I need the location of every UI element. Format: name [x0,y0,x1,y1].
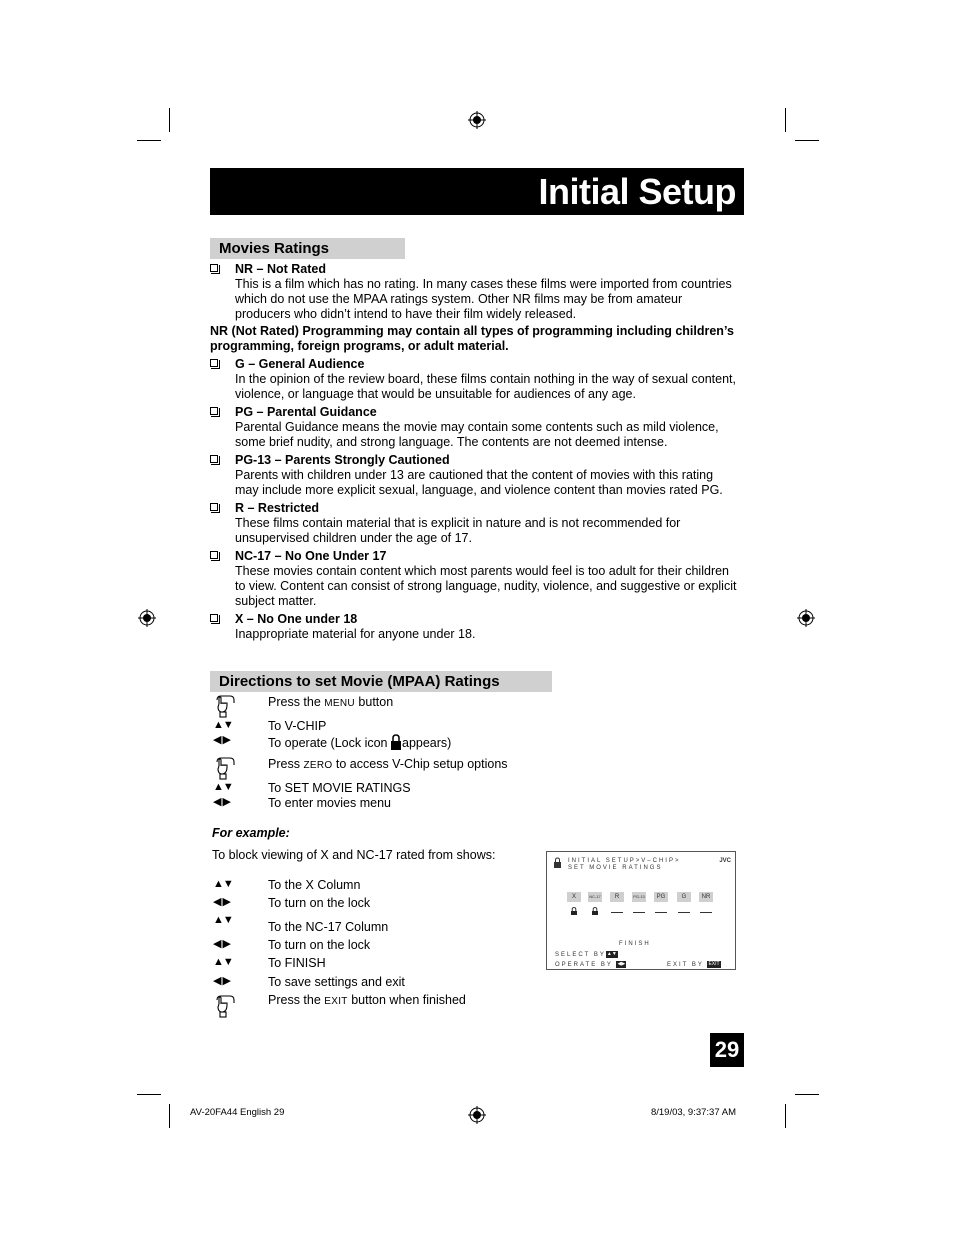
movies-ratings-heading: Movies Ratings [210,238,405,259]
zero-key-label: ZERO [303,760,333,771]
step-text: Press the [268,993,325,1007]
exit-key-label: EXIT [324,996,348,1007]
up-down-arrows-icon: ▲▼ [213,878,233,890]
registration-mark-icon [797,609,815,627]
example-description: To block viewing of X and NC-17 rated from shows: [212,848,496,862]
step-text: appears) [402,736,452,750]
step-press-zero [268,757,508,773]
directions-heading: Directions to set Movie (MPAA) Ratings [210,671,552,692]
rating-desc-line: Parental Guidance means the movie may contain some contents such as mild violence, [235,420,719,434]
rating-item-pg [210,405,750,450]
lock-icon [571,907,577,915]
rating-title: NC-17 – No One Under 17 [235,549,387,563]
step-finish: To FINISH [268,956,326,970]
remote-button-press-icon [213,694,237,718]
step-x-column: To the X Column [268,878,361,892]
up-down-arrows-icon: ▲▼ [213,781,233,793]
osd-exit-label: EXIT BY [667,962,704,969]
nr-note [210,324,745,354]
osd-column-pg: PG [654,892,668,902]
step-text: Press [268,757,304,771]
registration-mark-icon [138,609,156,627]
step-nc17-column: To the NC-17 Column [268,920,389,934]
lock-icon [554,857,561,868]
rating-desc-line: unsupervised children under the age of 17. [235,531,472,545]
rating-desc-line: These films contain material that is explicit in nature and is not recommended for [235,516,681,530]
rating-title: PG – Parental Guidance [235,405,377,419]
crop-mark [137,140,161,141]
osd-column-r: R [610,892,624,902]
step-save-exit: To save settings and exit [268,975,405,989]
crop-mark [785,1104,786,1128]
crop-mark [169,1104,170,1128]
rating-item-pg13 [210,453,750,498]
registration-mark-icon [468,1106,486,1124]
up-down-key-icon: ▲▼ [606,951,617,957]
rating-desc-line: to view. Content can consist of strong language, nudity, violence, and suggestive or explicit [235,579,737,593]
left-right-arrows-icon: ◀ ▶ [213,975,230,987]
crop-mark [795,1094,819,1095]
step-text: To operate (Lock icon [268,736,391,750]
checkbox-bullet-icon [210,359,218,367]
step-lock-nc17: To turn on the lock [268,938,371,952]
lock-icon [391,734,401,750]
step-to-operate [268,734,451,751]
rating-title: G – General Audience [235,357,365,371]
rating-desc-line: some brief nudity, and strong language. The contents are not deemed intense. [235,435,668,449]
osd-operate-label: OPERATE BY [555,962,613,969]
osd-unlocked-dash [700,912,712,913]
page-header-bar [210,168,744,215]
rating-desc-line: subject matter. [235,594,317,608]
remote-button-press-icon [213,994,237,1018]
crop-mark [785,108,786,132]
rating-desc-line: may include more explicit sexual, language, and violence content than movies rated PG. [235,483,723,497]
rating-item-r [210,501,750,546]
step-press-exit [268,993,466,1009]
rating-desc-line: producers who didn’t intend to have their film widely released. [235,307,577,321]
osd-select-label: SELECT BY [555,952,606,959]
checkbox-bullet-icon [210,264,218,272]
rating-title: R – Restricted [235,501,320,515]
osd-operate-hint [555,961,626,969]
rating-desc-line: Parents with children under 13 are cautioned that the content of movies with this rating [235,468,714,482]
checkbox-bullet-icon [210,455,218,463]
osd-column-x: X [567,892,581,902]
left-right-arrows-icon: ◀ ▶ [213,796,230,808]
checkbox-bullet-icon [210,614,218,622]
example-label: For example: [212,826,290,840]
footer-left: AV-20FA44 English 29 [190,1107,285,1118]
step-enter-movies-menu: To enter movies menu [268,796,391,810]
lock-icon [592,907,598,915]
osd-column-g: G [677,892,691,902]
left-right-arrows-icon: ◀ ▶ [213,896,230,908]
up-down-arrows-icon: ▲▼ [213,914,233,926]
left-right-arrows-icon: ◀ ▶ [213,938,230,950]
osd-unlocked-dash [611,912,623,913]
rating-item-x [210,612,750,642]
step-text: Press the [268,695,325,709]
osd-select-hint [555,951,618,959]
osd-breadcrumb: INITIAL SETUP>V–CHIP> [568,858,681,864]
osd-unlocked-dash [655,912,667,913]
checkbox-bullet-icon [210,407,218,415]
rating-desc-line: These movies contain content which most parents would feel is too adult for their children [235,564,730,578]
osd-menu-title: SET MOVIE RATINGS [568,865,663,871]
step-lock-x: To turn on the lock [268,896,371,910]
footer-right: 8/19/03, 9:37:37 AM [650,1107,736,1118]
crop-mark [137,1094,161,1095]
checkbox-bullet-icon [210,503,218,511]
osd-finish: FINISH [619,941,651,947]
menu-key-label: MENU [324,698,355,709]
osd-exit-hint [667,961,721,969]
registration-mark-icon [468,111,486,129]
step-text: button [354,695,394,709]
rating-item-g [210,357,750,402]
jvc-logo: JVC [719,858,731,864]
osd-unlocked-dash [678,912,690,913]
step-text: button when finished [347,993,466,1007]
left-right-arrows-icon: ◀ ▶ [213,734,230,746]
rating-desc-line: violence, or language that would be unsuitable for audiences of any age. [235,387,636,401]
tv-osd-screen [546,851,736,970]
step-to-vchip: To V-CHIP [268,719,327,733]
crop-mark [169,108,170,132]
page-title: Initial Setup [538,171,736,212]
step-press-menu [268,695,393,711]
page-number: 29 [710,1033,744,1067]
checkbox-bullet-icon [210,551,218,559]
rating-title: PG-13 – Parents Strongly Cautioned [235,453,450,467]
nr-note-line: NR (Not Rated) Programming may contain all types of programming including children’s [210,324,734,338]
rating-desc-line: Inappropriate material for anyone under 18. [235,627,476,641]
exit-key-icon: EXIT [708,961,720,967]
rating-desc-line: In the opinion of the review board, these films contain nothing in the way of sexual content, [235,372,737,386]
osd-column-nc17: NC-17 [588,892,602,902]
left-right-key-icon: ◀▶ [617,961,626,967]
nr-note-line: programming, foreign programs, or adult material. [210,339,509,353]
rating-desc-line: which do not use the MPAA ratings system. Other NR films may be from amateur [235,292,683,306]
osd-column-nr: NR [699,892,713,902]
step-set-movie-ratings: To SET MOVIE RATINGS [268,781,411,795]
crop-mark [795,140,819,141]
osd-unlocked-dash [633,912,645,913]
rating-title: X – No One under 18 [235,612,358,626]
rating-desc-line: This is a film which has no rating. In many cases these films were imported from countries [235,277,732,291]
up-down-arrows-icon: ▲▼ [213,719,233,731]
rating-item-nc17 [210,549,750,609]
step-text: to access V-Chip setup options [332,757,508,771]
up-down-arrows-icon: ▲▼ [213,956,233,968]
remote-button-press-icon [213,756,237,780]
rating-title: NR – Not Rated [235,262,326,276]
rating-item-nr [210,262,750,322]
osd-column-pg13: PG-13 [632,892,646,902]
